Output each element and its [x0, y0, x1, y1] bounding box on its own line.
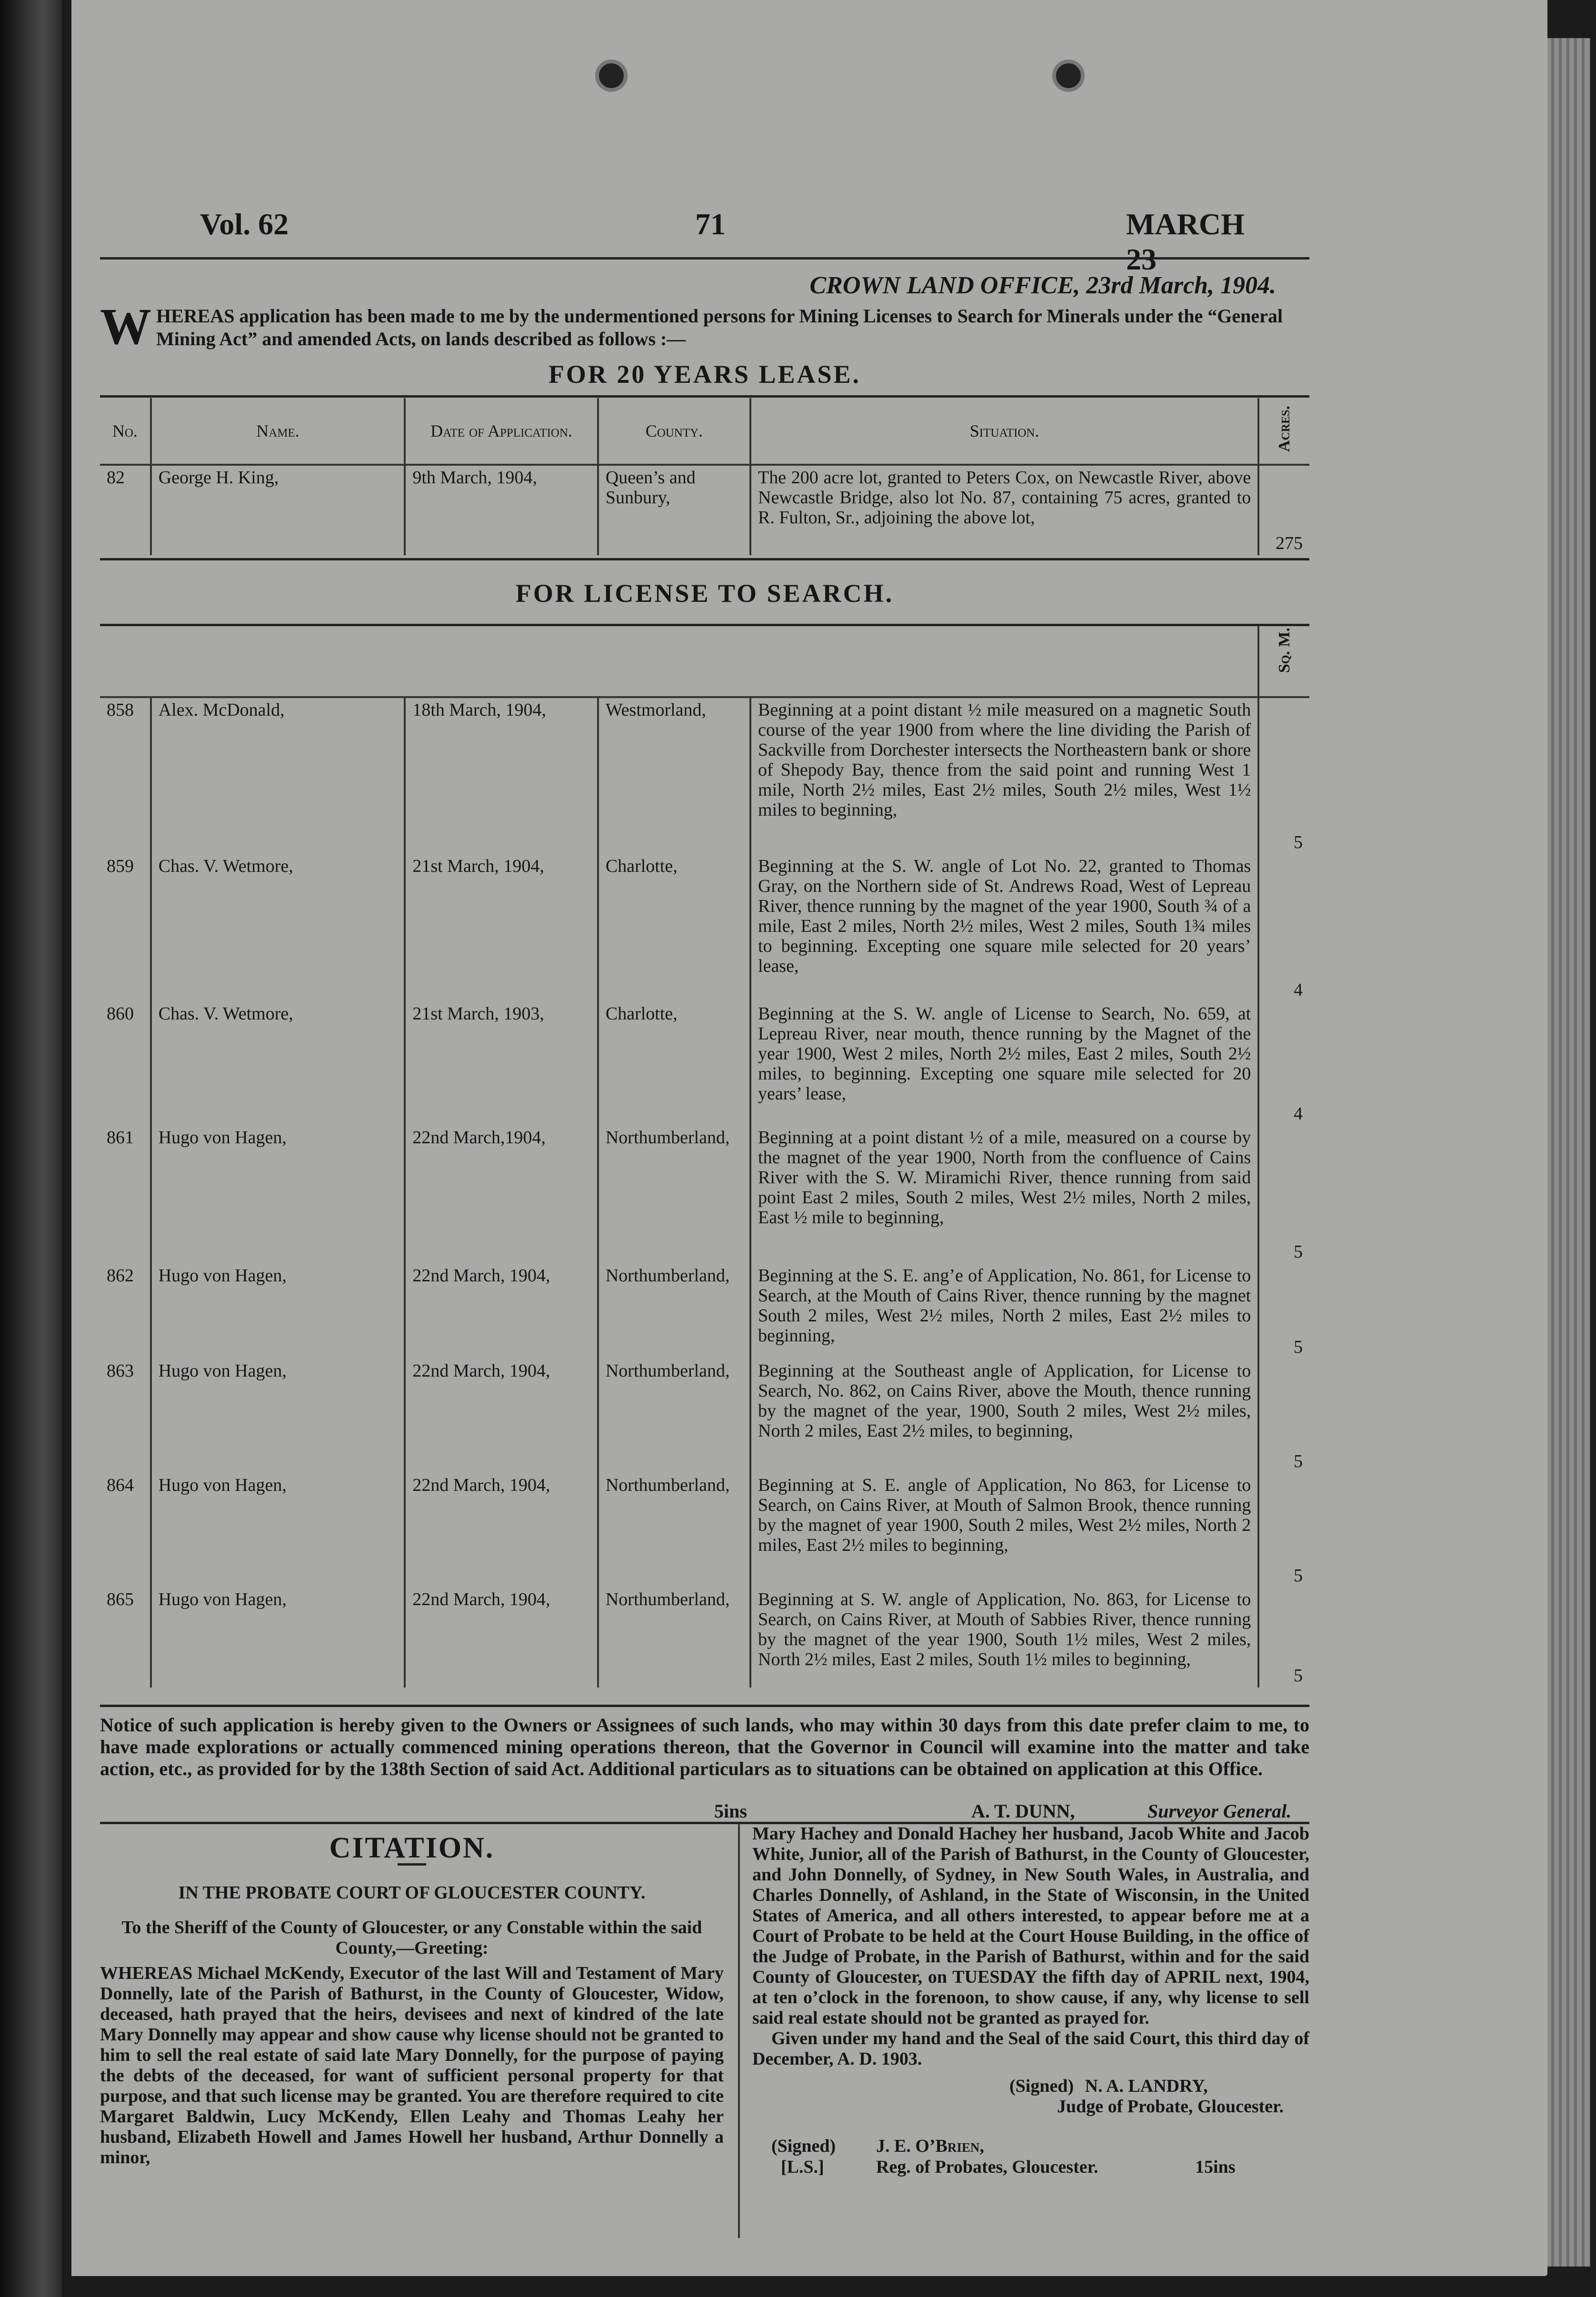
row-no: 863 [107, 1361, 134, 1381]
row-name: Hugo von Hagen, [151, 1126, 405, 1264]
search-table-bottom-rule [100, 1705, 1309, 1707]
row-date: 21st March, 1904, [405, 854, 598, 1002]
citation-size: 15ins [1195, 2157, 1236, 2177]
row-name: Hugo von Hagen, [151, 1588, 405, 1688]
sq-m-label: Sq. M. [1275, 628, 1293, 673]
col-header-acres [1258, 398, 1309, 465]
surveyor-name: A. T. DUNN, [971, 1800, 1075, 1822]
row-situation: Beginning at the Southeast angle of Application, for License to Search, No. 862, on Cains River, above the Mouth, thence running by the magnet of the year, 1900, South 2 miles, West 2½ miles, North 2 miles, East 2½ miles, to beginning, [750, 1359, 1258, 1473]
sq-m-header [1258, 626, 1309, 697]
citation-right-column [752, 1824, 1309, 2179]
volume-number: Vol. 62 [200, 207, 289, 241]
row-area: 275 [1258, 465, 1309, 555]
row-no: 82 [107, 468, 125, 488]
row-county: Charlotte, [598, 854, 750, 1002]
registrar-title: Reg. of Probates, Gloucester. [876, 2157, 1098, 2177]
row-situation: Beginning at the S. E. ang’e of Application, No. 861, for License to Search, at the Mouth of Cains River, thence running by the magnet South 2 miles, West 2½ miles, North 2 miles, East 2½ miles to beginning, [750, 1264, 1258, 1359]
table-row [100, 1588, 1309, 1688]
notice-paragraph: Notice of such application is hereby given to the Owners or Assignees of such lands, who may within 30 days from this date prefer claim to me, to have made explorations or actually commenced mining operations thereon, that the Governor in Council will examine into the matter and take action, etc., as provided for by the 138th Section of said Act. Additional particulars as to situations can be obtained on application at this Office. [100, 1714, 1309, 1779]
binding-hole-right [1052, 60, 1085, 92]
registrar-signature [752, 2136, 1309, 2179]
intro-text: HEREAS application has been made to me by the undermentioned persons for Mining Licenses to Search for Minerals under the “General Mining Act” and amended Acts, on lands described as follows :— [156, 305, 1283, 350]
row-date: 22nd March, 1904, [405, 1473, 598, 1588]
judge-title: Judge of Probate, Gloucester. [1057, 2097, 1284, 2117]
search-table [100, 626, 1309, 1688]
judge-signature [752, 2076, 1309, 2097]
table-row [100, 1473, 1309, 1588]
row-county: Northumberland, [598, 1264, 750, 1359]
row-date: 18th March, 1904, [405, 697, 598, 854]
surveyor-title: Surveyor General. [1147, 1800, 1292, 1822]
seal: [L.S.] [781, 2157, 824, 2177]
judge-name: N. A. LANDRY, [1085, 2076, 1208, 2096]
row-county: Northumberland, [598, 1588, 750, 1688]
row-area: 4 [1258, 1002, 1309, 1126]
registrar-name: J. E. O’Brien, [876, 2136, 984, 2156]
citation-given: Given under my hand and the Seal of the said Court, this third day of December, A. D. 1903. [752, 2028, 1309, 2069]
row-situation: Beginning at a point distant ½ of a mile, measured on a course by the magnet of the year 1900, North from the confluence of Cains River with the S. W. Miramichi River, thence running from said point East 2 miles, South 2 miles, West 2½ miles, North 2 miles, East ½ mile to beginning, [750, 1126, 1258, 1264]
col-header-date: Date of Application. [405, 398, 598, 465]
row-area: 5 [1258, 1588, 1309, 1688]
row-county: Charlotte, [598, 1002, 750, 1126]
court-name: IN THE PROBATE COURT OF GLOUCESTER COUNTY. [178, 1883, 646, 1903]
table-row [100, 1264, 1309, 1359]
row-area: 5 [1258, 1473, 1309, 1588]
table-row [100, 854, 1309, 1002]
row-county: Northumberland, [598, 1473, 750, 1588]
judge-signed-label: (Signed) [1009, 2076, 1074, 2096]
citation-body-left: WHEREAS Michael McKendy, Executor of the last Will and Testament of Mary Donnelly, late of the Parish of Bathurst, in the County of Gloucester, Widow, deceased, hath prayed that the heirs, devisees and next of kindred of the late Mary Donnelly may appear and show cause why license should not be granted to him to sell the real estate of said late Mary Donnelly, for the purpose of paying the debts of the deceased, for want of sufficient personal property for that purpose, and that such license may be granted. You are therefore required to cite Margaret Baldwin, Lucy McKendy, Ellen Leahy and Thomas Leahy her husband, Elizabeth Howell and James Howell her husband, Arthur Donnelly a minor, [100, 1963, 724, 2167]
row-name: Chas. V. Wetmore, [151, 1002, 405, 1126]
row-situation: Beginning at the S. W. angle of License to Search, No. 659, at Lepreau River, near mouth, thence running by the Magnet of the year 1900, West 2 miles, North 2½ miles, East 2 miles, South 2½ miles, to beginning. Excepting one square mile selected for 20 years’ lease, [750, 1002, 1258, 1126]
row-area: 5 [1258, 1264, 1309, 1359]
table-row [100, 465, 1309, 555]
row-name: Chas. V. Wetmore, [151, 854, 405, 1002]
page-number: 71 [695, 207, 726, 241]
row-area: 4 [1258, 854, 1309, 1002]
table-row [100, 1002, 1309, 1126]
row-county: Northumberland, [598, 1126, 750, 1264]
row-date: 21st March, 1903, [405, 1002, 598, 1126]
row-name: Alex. McDonald, [151, 697, 405, 854]
row-date: 9th March, 1904, [405, 465, 598, 555]
row-area: 5 [1258, 1359, 1309, 1473]
col-header-situation: Situation. [750, 398, 1258, 465]
issue-date: MARCH 23 [1126, 207, 1245, 276]
row-date: 22nd March,1904, [405, 1126, 598, 1264]
intro-paragraph [100, 299, 1309, 355]
col-header-county: County. [598, 398, 750, 465]
table-row [100, 1359, 1309, 1473]
row-situation: Beginning at a point distant ½ mile measured on a magnetic South course of the year 1900 from where the line dividing the Parish of Sackville from Dorchester intersects the Northeastern bank or shore of Shepody Bay, thence from the said point and running West 1 mile, North 2½ miles, East 2½ miles, South 2½ miles, West 1½ miles to beginning, [750, 697, 1258, 854]
row-county: Northumberland, [598, 1359, 750, 1473]
lease-section-title: FOR 20 YEARS LEASE. [548, 360, 861, 389]
office-dateline: CROWN LAND OFFICE, 23rd March, 1904. [809, 272, 1276, 299]
row-area: 5 [1258, 697, 1309, 854]
drop-cap: W [100, 299, 151, 355]
search-section-title: FOR LICENSE TO SEARCH. [515, 579, 894, 608]
lease-table-top-rule [100, 395, 1309, 398]
col-header-no: No. [112, 421, 138, 440]
row-situation: Beginning at S. E. angle of Application, No 863, for License to Search, on Cains River, at Mouth of Salmon Brook, thence running by the magnet of year 1900, South 2 miles, West 2½ miles, North 2 miles, East 2½ miles to beginning, [750, 1473, 1258, 1588]
book-spine [0, 0, 62, 2297]
table-row [100, 1126, 1309, 1264]
row-no: 864 [107, 1475, 134, 1495]
row-date: 22nd March, 1904, [405, 1588, 598, 1688]
row-situation: Beginning at S. W. angle of Application, No. 863, for License to Search, on Cains River, at Mouth of Sabbies River, thence running by the magnet of the year 1900, South 1½ miles, West 2 miles, North 2½ miles, East 2 miles, South 1½ miles to beginning, [750, 1588, 1258, 1688]
row-no: 861 [107, 1128, 134, 1148]
row-name: Hugo von Hagen, [151, 1359, 405, 1473]
lease-table-header [100, 398, 1309, 465]
acres-label: Acres. [1275, 405, 1293, 452]
row-situation: The 200 acre lot, granted to Peters Cox, on Newcastle River, above Newcastle Bridge, also lot No. 87, containing 75 acres, granted to R. Fulton, Sr., adjoining the above lot, [750, 465, 1258, 555]
row-name: Hugo von Hagen, [151, 1473, 405, 1588]
row-name: Hugo von Hagen, [151, 1264, 405, 1359]
row-no: 858 [107, 700, 134, 720]
row-no: 865 [107, 1589, 134, 1609]
notice-size: 5ins [714, 1800, 747, 1822]
running-head [124, 200, 1267, 276]
row-no: 862 [107, 1266, 134, 1286]
row-no: 859 [107, 856, 134, 876]
row-date: 22nd March, 1904, [405, 1359, 598, 1473]
citation-left-column [100, 1833, 724, 2168]
registrar-signed-label: (Signed) [771, 2136, 836, 2156]
row-name: George H. King, [151, 465, 405, 555]
row-county: Queen’s and Sunbury, [598, 465, 750, 555]
citation-body-right: Mary Hachey and Donald Hachey her husband, Jacob White and Jacob White, Junior, all of the Parish of Bathurst, in the County of Gloucester, and John Donnelly, of Sydney, in New South Wales, in Australia, and Charles Donnelly, of Ashland, in the State of Wisconsin, in the United States of America, and all others interested, to appear before me at a Court of Probate to be held at the Court House Building, in the office of the Judge of Probate, in the Parish of Bathurst, within and for the said County of Gloucester, on TUESDAY the fifth day of APRIL next, 1904, at ten o’clock in the forenoon, to show cause, if any, why license to sell said real estate should not be granted as prayed for. [752, 1824, 1309, 2028]
citation-title: CITATION. [329, 1832, 495, 1864]
lease-table [100, 398, 1309, 555]
row-area: 5 [1258, 1126, 1309, 1264]
table-row [100, 697, 1309, 854]
row-date: 22nd March, 1904, [405, 1264, 598, 1359]
lease-table-bottom-rule [100, 558, 1309, 560]
col-header-name: Name. [151, 398, 405, 465]
binding-hole-left [595, 60, 628, 92]
row-county: Westmorland, [598, 697, 750, 854]
header-rule [100, 257, 1309, 260]
citation-address: To the Sheriff of the County of Gloucester, or any Constable within the said County,—Greeting: [121, 1917, 702, 1958]
search-table-header [100, 626, 1309, 697]
row-situation: Beginning at the S. W. angle of Lot No. 22, granted to Thomas Gray, on the Northern side of St. Andrews Road, West of Lepreau River, thence running by the magnet of the year 1900, South ¾ of a mile, East 2 miles, North 2½ miles, West 2 miles, South 1¾ miles to beginning. Excepting one square mile selected for 20 years’ lease, [750, 854, 1258, 1002]
column-divider [738, 1824, 740, 2238]
row-no: 860 [107, 1004, 134, 1024]
